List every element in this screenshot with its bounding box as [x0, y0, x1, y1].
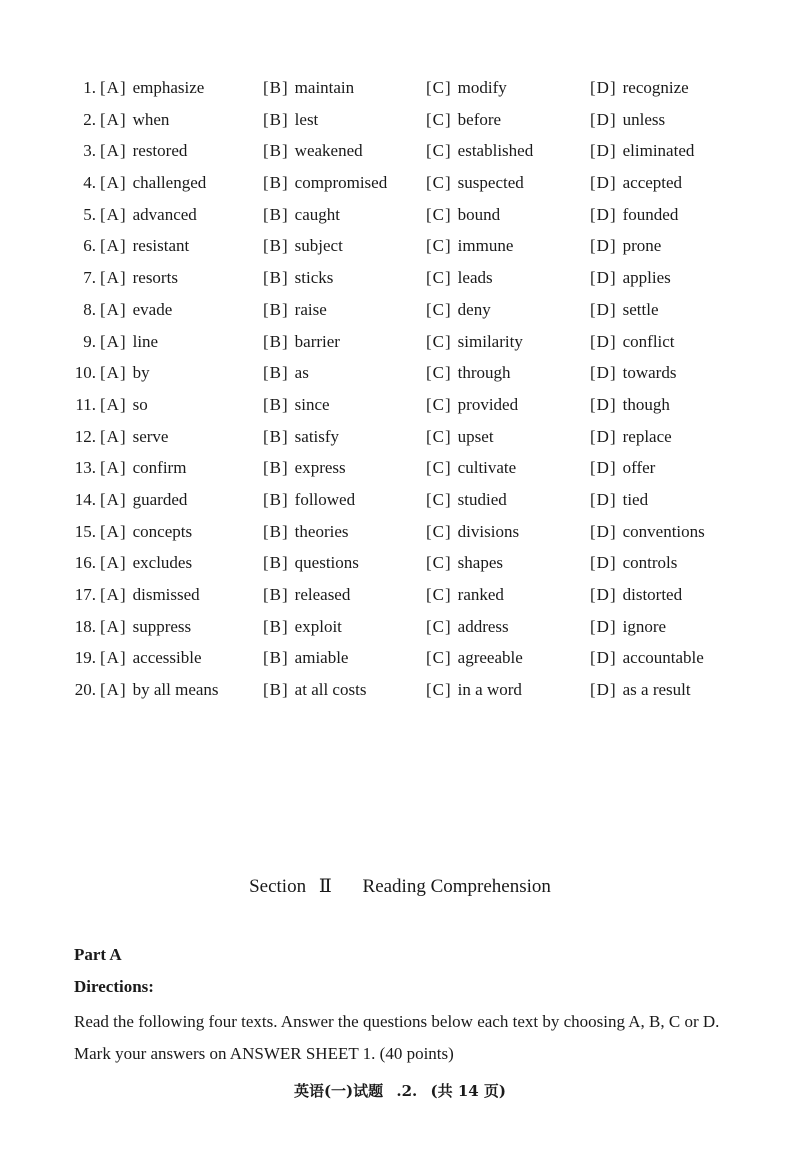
option-letter: [D]: [590, 521, 617, 541]
option-a: [100, 167, 206, 199]
option-letter: [B]: [263, 394, 289, 414]
option-a: [100, 326, 158, 358]
question-number: 18.: [74, 616, 96, 636]
option-letter: [B]: [263, 521, 289, 541]
option-text: as: [294, 363, 309, 383]
question-row: [0, 547, 800, 579]
option-text: concepts: [132, 521, 193, 541]
option-text: amiable: [294, 648, 349, 668]
option-text: modify: [457, 78, 507, 97]
option-c: [426, 516, 519, 548]
option-text: when: [132, 109, 170, 129]
option-text: settle: [622, 299, 659, 319]
option-letter: [D]: [590, 585, 617, 604]
option-a: [100, 547, 192, 579]
option-b: [263, 642, 348, 674]
option-letter: [D]: [590, 553, 617, 573]
option-c: [426, 104, 501, 136]
option-letter: [C]: [426, 585, 452, 604]
option-c: [426, 199, 500, 231]
option-text: conflict: [622, 331, 675, 351]
option-d: [590, 72, 689, 104]
option-text: emphasize: [132, 78, 205, 97]
option-b: [263, 674, 366, 706]
option-text: before: [457, 109, 502, 129]
option-letter: [B]: [263, 331, 289, 351]
question-number: 9.: [83, 331, 96, 351]
option-letter: [D]: [590, 426, 617, 446]
option-text: controls: [622, 553, 678, 573]
option-text: by: [132, 363, 150, 383]
option-b: [263, 167, 387, 199]
option-letter: [A]: [100, 426, 127, 446]
option-text: similarity: [457, 331, 523, 351]
option-b: [263, 72, 354, 104]
option-a: [100, 72, 204, 104]
option-letter: [C]: [426, 680, 452, 700]
option-letter: [A]: [100, 299, 127, 319]
option-letter: [A]: [100, 236, 127, 256]
option-letter: [D]: [590, 173, 617, 193]
option-d: [590, 421, 672, 453]
option-c: [426, 326, 523, 358]
option-c: [426, 421, 494, 453]
option-a: [100, 199, 197, 231]
option-text: released: [294, 585, 351, 604]
option-text: distorted: [622, 585, 683, 604]
option-a: [100, 642, 202, 674]
option-letter: [C]: [426, 141, 452, 161]
option-d: [590, 452, 655, 484]
option-letter: [A]: [100, 394, 127, 414]
option-text: so: [132, 394, 148, 414]
option-letter: [D]: [590, 394, 617, 414]
section-numeral: Ⅱ: [318, 876, 332, 897]
option-a: [100, 357, 150, 389]
option-letter: [B]: [263, 78, 289, 97]
option-letter: [D]: [590, 648, 617, 668]
question-row: [0, 167, 800, 199]
option-text: accessible: [132, 648, 202, 668]
footer-total: (共 14 页): [430, 1082, 507, 1100]
option-text: founded: [622, 204, 679, 224]
option-letter: [C]: [426, 109, 452, 129]
option-text: immune: [457, 236, 514, 256]
option-text: satisfy: [294, 426, 340, 446]
option-text: dismissed: [132, 585, 200, 604]
option-letter: [B]: [263, 680, 289, 700]
option-letter: [A]: [100, 458, 127, 478]
option-a: [100, 294, 172, 326]
question-number: 1.: [83, 78, 96, 97]
question-row: [0, 262, 800, 294]
option-b: [263, 135, 363, 167]
option-b: [263, 262, 333, 294]
question-row: [0, 326, 800, 358]
option-text: offer: [622, 458, 656, 478]
option-text: through: [457, 363, 511, 383]
question-row: [0, 516, 800, 548]
option-text: guarded: [132, 489, 188, 509]
question-number: 16.: [74, 553, 96, 573]
question-number: 5.: [83, 204, 96, 224]
option-a: [100, 104, 169, 136]
question-number: 12.: [74, 426, 96, 446]
option-letter: [D]: [590, 331, 617, 351]
option-letter: [C]: [426, 648, 452, 668]
option-text: studied: [457, 489, 507, 509]
option-b: [263, 326, 340, 358]
option-text: excludes: [132, 553, 193, 573]
option-letter: [A]: [100, 204, 127, 224]
option-text: as a result: [622, 680, 691, 700]
option-text: serve: [132, 426, 169, 446]
option-letter: [D]: [590, 458, 617, 478]
option-b: [263, 484, 355, 516]
option-letter: [B]: [263, 141, 289, 161]
option-text: by all means: [132, 680, 219, 700]
option-c: [426, 167, 524, 199]
option-text: ranked: [457, 585, 504, 604]
option-text: though: [622, 394, 670, 414]
option-text: applies: [622, 268, 671, 288]
option-b: [263, 547, 359, 579]
option-letter: [D]: [590, 363, 617, 383]
option-text: advanced: [132, 204, 197, 224]
option-letter: [B]: [263, 173, 289, 193]
option-letter: [C]: [426, 363, 452, 383]
option-letter: [C]: [426, 553, 452, 573]
option-text: ignore: [622, 616, 667, 636]
option-c: [426, 674, 522, 706]
option-letter: [D]: [590, 141, 617, 161]
option-d: [590, 516, 705, 548]
option-d: [590, 642, 704, 674]
question-row: [0, 642, 800, 674]
option-text: since: [294, 394, 330, 414]
question-row: [0, 674, 800, 706]
option-c: [426, 357, 511, 389]
option-text: maintain: [294, 78, 355, 97]
option-b: [263, 611, 342, 643]
option-d: [590, 199, 678, 231]
question-row: [0, 135, 800, 167]
question-number: 3.: [83, 141, 96, 161]
option-b: [263, 230, 343, 262]
option-letter: [C]: [426, 426, 452, 446]
option-letter: [B]: [263, 363, 289, 383]
option-d: [590, 135, 694, 167]
option-text: subject: [294, 236, 343, 256]
option-d: [590, 484, 648, 516]
question-row: [0, 389, 800, 421]
option-letter: [A]: [100, 648, 127, 668]
option-letter: [D]: [590, 616, 617, 636]
option-letter: [D]: [590, 489, 617, 509]
option-b: [263, 579, 350, 611]
option-c: [426, 642, 523, 674]
option-d: [590, 326, 675, 358]
option-text: evade: [132, 299, 173, 319]
question-row: [0, 199, 800, 231]
option-a: [100, 421, 168, 453]
option-letter: [B]: [263, 648, 289, 668]
option-d: [590, 294, 659, 326]
option-letter: [D]: [590, 680, 617, 700]
option-a: [100, 516, 192, 548]
part-heading: Part A: [74, 945, 122, 964]
directions-label: Directions:: [74, 977, 154, 996]
question-row: [0, 579, 800, 611]
option-letter: [A]: [100, 680, 127, 700]
page-footer: [0, 1080, 800, 1101]
option-b: [263, 389, 330, 421]
option-letter: [C]: [426, 489, 452, 509]
directions-text: Read the following four texts. Answer the questions below each text by choosing A, B, C or D. Mark your answers on ANSWER SHEET 1. (40 points): [74, 1012, 720, 1063]
option-letter: [C]: [426, 173, 452, 193]
option-letter: [C]: [426, 204, 452, 224]
option-d: [590, 262, 671, 294]
question-row: [0, 611, 800, 643]
option-c: [426, 230, 513, 262]
option-letter: [B]: [263, 616, 289, 636]
question-number: 15.: [74, 521, 96, 541]
option-letter: [C]: [426, 458, 452, 478]
option-text: recognize: [622, 78, 689, 97]
option-d: [590, 611, 666, 643]
option-letter: [C]: [426, 616, 452, 636]
option-b: [263, 104, 318, 136]
option-letter: [C]: [426, 268, 452, 288]
option-c: [426, 72, 507, 104]
option-text: cultivate: [457, 458, 517, 478]
option-text: followed: [294, 489, 356, 509]
option-letter: [C]: [426, 394, 452, 414]
option-letter: [D]: [590, 236, 617, 256]
option-letter: [A]: [100, 616, 127, 636]
option-text: agreeable: [457, 648, 523, 668]
option-text: challenged: [132, 173, 207, 193]
option-letter: [C]: [426, 331, 452, 351]
option-text: unless: [622, 109, 666, 129]
option-letter: [A]: [100, 363, 127, 383]
option-c: [426, 484, 507, 516]
option-letter: [A]: [100, 585, 127, 604]
option-text: established: [457, 141, 534, 161]
option-c: [426, 611, 509, 643]
option-text: towards: [622, 363, 677, 383]
question-number: 20.: [74, 680, 96, 700]
option-text: bound: [457, 204, 501, 224]
option-letter: [B]: [263, 204, 289, 224]
option-d: [590, 230, 661, 262]
option-text: restored: [132, 141, 188, 161]
option-text: theories: [294, 521, 349, 541]
option-text: suspected: [457, 173, 524, 193]
option-b: [263, 452, 346, 484]
option-letter: [D]: [590, 78, 617, 97]
option-a: [100, 674, 219, 706]
option-d: [590, 104, 665, 136]
question-number: 6.: [83, 236, 96, 256]
option-text: exploit: [294, 616, 342, 636]
option-a: [100, 262, 178, 294]
option-b: [263, 516, 349, 548]
option-letter: [B]: [263, 109, 289, 129]
option-a: [100, 135, 187, 167]
option-text: suppress: [132, 616, 192, 636]
option-text: accountable: [622, 648, 704, 668]
option-c: [426, 547, 503, 579]
option-text: line: [132, 331, 159, 351]
option-text: tied: [622, 489, 649, 509]
option-text: sticks: [294, 268, 334, 288]
option-text: in a word: [457, 680, 522, 700]
question-row: [0, 230, 800, 262]
option-letter: [B]: [263, 458, 289, 478]
option-letter: [C]: [426, 299, 452, 319]
option-letter: [A]: [100, 553, 127, 573]
option-d: [590, 167, 682, 199]
option-letter: [B]: [263, 268, 289, 288]
option-text: questions: [294, 553, 359, 573]
option-letter: [A]: [100, 489, 127, 509]
option-c: [426, 294, 491, 326]
option-text: leads: [457, 268, 493, 288]
option-letter: [D]: [590, 109, 617, 129]
option-text: express: [294, 458, 346, 478]
question-row: [0, 452, 800, 484]
option-text: weakened: [294, 141, 363, 161]
question-number: 8.: [83, 299, 96, 319]
option-c: [426, 135, 533, 167]
option-a: [100, 579, 200, 611]
question-list: [0, 72, 800, 706]
option-text: conventions: [622, 521, 705, 541]
footer-subject: 英语(一)试题: [293, 1082, 384, 1100]
option-letter: [C]: [426, 236, 452, 256]
option-text: raise: [294, 299, 327, 319]
option-d: [590, 357, 676, 389]
question-row: [0, 357, 800, 389]
option-text: confirm: [132, 458, 187, 478]
question-number: 2.: [83, 109, 96, 129]
question-number: 11.: [75, 394, 96, 414]
option-letter: [A]: [100, 268, 127, 288]
option-letter: [D]: [590, 204, 617, 224]
option-c: [426, 579, 504, 611]
option-text: address: [457, 616, 509, 636]
option-text: lest: [294, 109, 319, 129]
option-letter: [A]: [100, 109, 127, 129]
option-d: [590, 579, 682, 611]
question-row: [0, 104, 800, 136]
option-letter: [B]: [263, 299, 289, 319]
option-letter: [A]: [100, 141, 127, 161]
option-d: [590, 674, 691, 706]
option-letter: [A]: [100, 173, 127, 193]
option-letter: [A]: [100, 331, 127, 351]
option-d: [590, 547, 677, 579]
option-b: [263, 421, 339, 453]
option-text: resorts: [132, 268, 178, 288]
option-letter: [D]: [590, 268, 617, 288]
option-letter: [A]: [100, 78, 127, 97]
question-number: 13.: [74, 458, 96, 478]
option-letter: [B]: [263, 553, 289, 573]
question-number: 7.: [83, 268, 96, 288]
option-a: [100, 389, 148, 421]
option-text: divisions: [457, 521, 520, 541]
question-row: [0, 294, 800, 326]
section-label: Section: [249, 876, 307, 897]
option-text: compromised: [294, 173, 388, 193]
question-number: 19.: [74, 648, 96, 668]
option-b: [263, 199, 340, 231]
option-text: provided: [457, 394, 519, 414]
option-a: [100, 611, 191, 643]
option-b: [263, 294, 327, 326]
option-text: barrier: [294, 331, 340, 351]
section-name: Reading Comprehension: [362, 876, 551, 897]
option-text: resistant: [132, 236, 190, 256]
option-letter: [B]: [263, 489, 289, 509]
question-row: [0, 484, 800, 516]
question-number: 14.: [74, 489, 96, 509]
option-b: [263, 357, 309, 389]
option-text: shapes: [457, 553, 503, 573]
footer-page: .2.: [396, 1082, 418, 1100]
option-letter: [B]: [263, 426, 289, 446]
option-text: eliminated: [622, 141, 695, 161]
question-row: [0, 421, 800, 453]
option-letter: [C]: [426, 521, 452, 541]
option-a: [100, 452, 186, 484]
option-text: caught: [294, 204, 340, 224]
question-row: [0, 72, 800, 104]
question-number: 4.: [83, 173, 96, 193]
option-c: [426, 262, 493, 294]
option-c: [426, 389, 518, 421]
option-text: prone: [622, 236, 662, 256]
option-text: upset: [457, 426, 494, 446]
option-c: [426, 452, 516, 484]
section-title: [0, 875, 800, 898]
option-text: deny: [457, 299, 491, 319]
option-letter: [A]: [100, 521, 127, 541]
option-text: at all costs: [294, 680, 367, 700]
option-letter: [D]: [590, 299, 617, 319]
option-text: accepted: [622, 173, 683, 193]
option-letter: [B]: [263, 585, 289, 604]
question-number: 17.: [74, 585, 96, 604]
option-letter: [B]: [263, 236, 289, 256]
option-text: replace: [622, 426, 672, 446]
option-d: [590, 389, 670, 421]
option-a: [100, 484, 187, 516]
option-a: [100, 230, 189, 262]
option-letter: [C]: [426, 78, 452, 97]
question-number: 10.: [74, 363, 96, 383]
